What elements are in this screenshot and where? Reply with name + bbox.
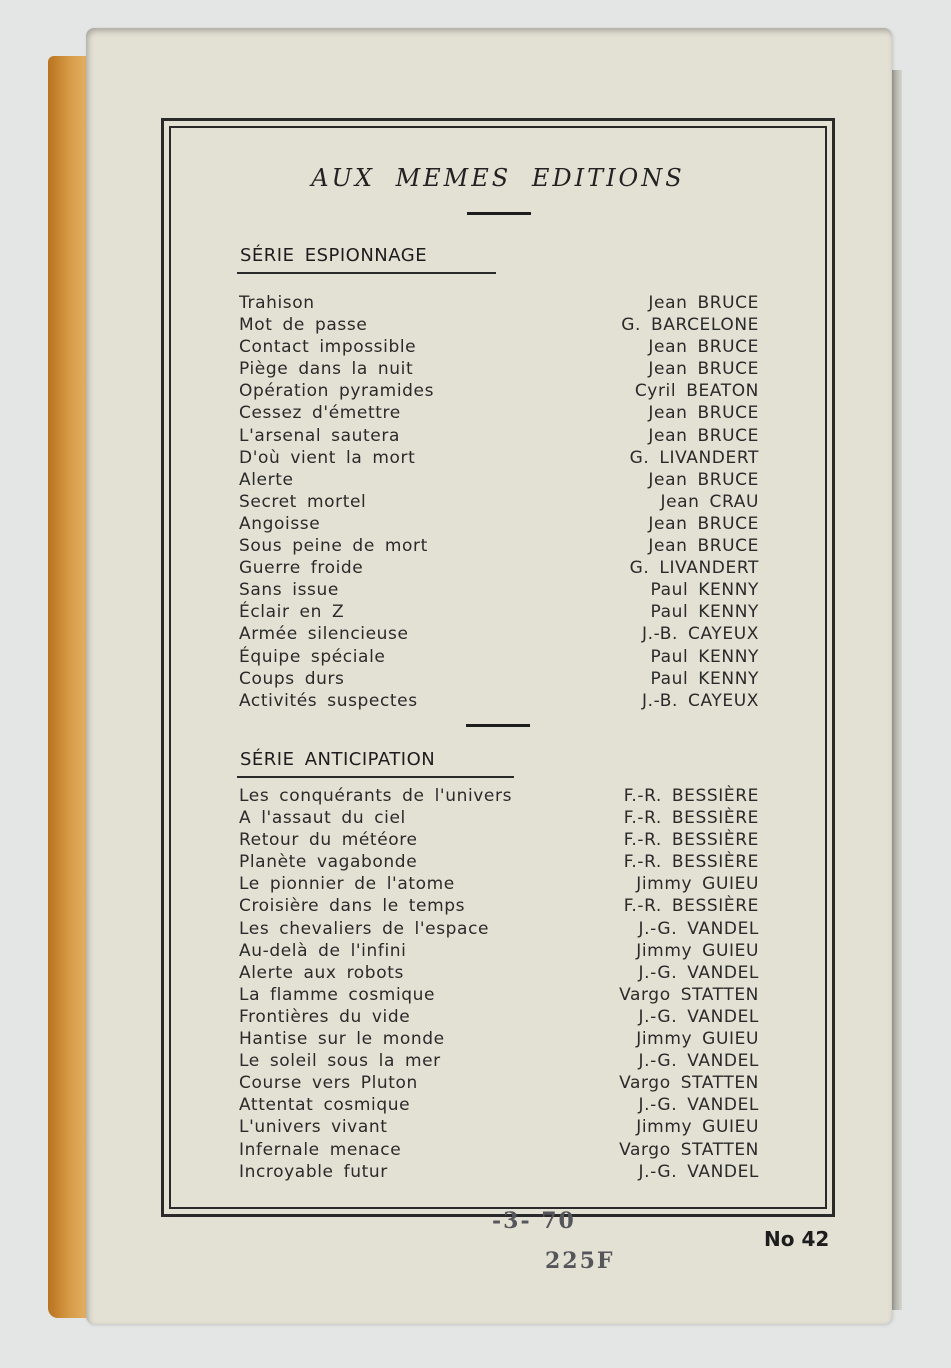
- book-author: Jean BRUCE: [648, 337, 759, 358]
- book-title: Cessez d'émettre: [239, 403, 401, 424]
- anticipation-list: [239, 785, 759, 1183]
- list-item: [239, 469, 759, 491]
- list-item: [239, 447, 759, 469]
- list-item: [239, 314, 759, 336]
- book-title: L'arsenal sautera: [239, 425, 400, 446]
- list-item: [239, 646, 759, 668]
- series-underline-anticipation: [237, 776, 514, 778]
- book-title: L'univers vivant: [239, 1117, 388, 1138]
- book-author: J.-G. VANDEL: [638, 1095, 759, 1116]
- list-item: [239, 1116, 759, 1138]
- book-author: Jimmy GUIEU: [636, 1029, 759, 1050]
- book-title: Opération pyramides: [239, 381, 435, 402]
- list-item: [239, 690, 759, 712]
- book-title: Course vers Pluton: [239, 1073, 418, 1094]
- list-item: [239, 358, 759, 380]
- list-item: [239, 895, 759, 917]
- series-title-anticipation: SÉRIE ANTICIPATION: [240, 749, 436, 770]
- book-author: Jean BRUCE: [648, 425, 759, 446]
- book-author: Jean BRUCE: [648, 536, 759, 557]
- list-item: [239, 807, 759, 829]
- book-author: Jimmy GUIEU: [636, 874, 759, 895]
- book-author: Vargo STATTEN: [619, 984, 759, 1005]
- list-item: [239, 491, 759, 513]
- book-title: Équipe spéciale: [239, 646, 386, 667]
- book-title: Coups durs: [239, 668, 345, 689]
- book-title: Planète vagabonde: [239, 852, 418, 873]
- book-author: F.-R. BESSIÈRE: [623, 808, 759, 829]
- book-title: Retour du météore: [239, 830, 418, 851]
- series-title-espionnage: SÉRIE ESPIONNAGE: [240, 245, 428, 266]
- book-title: Les chevaliers de l'espace: [239, 918, 490, 939]
- book-title: Secret mortel: [239, 491, 367, 512]
- book-author: J.-G. VANDEL: [638, 962, 759, 983]
- book-author: Paul KENNY: [650, 602, 759, 623]
- list-item: [239, 668, 759, 690]
- book-title: Sans issue: [239, 580, 339, 601]
- book-author: J.-B. CAYEUX: [641, 624, 759, 645]
- list-item: [239, 402, 759, 424]
- book-title: Alerte: [239, 469, 294, 490]
- list-item: [239, 513, 759, 535]
- book-title: Guerre froide: [239, 558, 364, 579]
- book-title: D'où vient la mort: [239, 447, 416, 468]
- list-item: [239, 851, 759, 873]
- book-author: F.-R. BESSIÈRE: [623, 896, 759, 917]
- book-title: Contact impossible: [239, 337, 417, 358]
- book-author: Vargo STATTEN: [619, 1073, 759, 1094]
- book-author: F.-R. BESSIÈRE: [623, 852, 759, 873]
- book-title: Éclair en Z: [239, 602, 345, 623]
- book-author: J.-G. VANDEL: [638, 1006, 759, 1027]
- book-title: Incroyable futur: [239, 1161, 388, 1182]
- list-item: [239, 785, 759, 807]
- book-author: F.-R. BESSIÈRE: [623, 786, 759, 806]
- book-title: Activités suspectes: [239, 690, 418, 711]
- book-title: Sous peine de mort: [239, 536, 428, 557]
- list-item: [239, 984, 759, 1006]
- price-stamp: 225F: [545, 1248, 615, 1274]
- book-author: Vargo STATTEN: [619, 1139, 759, 1160]
- book-author: J.-B. CAYEUX: [641, 690, 759, 711]
- book-title: Piège dans la nuit: [239, 359, 414, 380]
- book-author: Paul KENNY: [650, 580, 759, 601]
- heading-divider: [467, 212, 531, 215]
- list-item: [239, 962, 759, 984]
- list-item: [239, 425, 759, 447]
- book-author: Jean BRUCE: [648, 403, 759, 424]
- list-item: [239, 1161, 759, 1183]
- list-item: [239, 535, 759, 557]
- list-item: [239, 940, 759, 962]
- book-title: A l'assaut du ciel: [239, 808, 406, 829]
- issue-number: No 42: [764, 1227, 830, 1251]
- book-author: Jimmy GUIEU: [636, 940, 759, 961]
- book-author: J.-G. VANDEL: [638, 918, 759, 939]
- book-author: J.-G. VANDEL: [638, 1051, 759, 1072]
- list-item: [239, 1006, 759, 1028]
- book-author: Paul KENNY: [650, 646, 759, 667]
- book-title: Croisière dans le temps: [239, 896, 466, 917]
- book-author: G. LIVANDERT: [629, 447, 759, 468]
- book-author: Jean BRUCE: [648, 293, 759, 313]
- page-heading: AUX MEMES EDITIONS: [311, 164, 685, 192]
- book-title: Trahison: [239, 293, 315, 313]
- book-title: Alerte aux robots: [239, 962, 404, 983]
- book-author: Paul KENNY: [650, 668, 759, 689]
- list-item: [239, 1139, 759, 1161]
- book-title: Mot de passe: [239, 315, 368, 336]
- list-item: [239, 623, 759, 645]
- list-item: [239, 292, 759, 314]
- list-item: [239, 336, 759, 358]
- book-title: Au-delà de l'infini: [239, 940, 407, 961]
- book-author: J.-G. VANDEL: [638, 1161, 759, 1182]
- series-divider: [466, 724, 530, 727]
- book-author: Jean CRAU: [660, 491, 759, 512]
- book-author: Jean BRUCE: [648, 469, 759, 490]
- list-item: [239, 1050, 759, 1072]
- book-title: Infernale menace: [239, 1139, 402, 1160]
- list-item: [239, 601, 759, 623]
- book-title: Les conquérants de l'univers: [239, 786, 513, 806]
- book-title: Armée silencieuse: [239, 624, 409, 645]
- book-author: G. LIVANDERT: [629, 558, 759, 579]
- list-item: [239, 873, 759, 895]
- book-title: La flamme cosmique: [239, 984, 436, 1005]
- book-author: Jean BRUCE: [648, 359, 759, 380]
- espionnage-list: [239, 292, 759, 712]
- book-title: Frontières du vide: [239, 1006, 411, 1027]
- cover-edge-shadow: [892, 70, 902, 1310]
- list-item: [239, 1028, 759, 1050]
- book-title: Hantise sur le monde: [239, 1029, 445, 1050]
- book-title: Le soleil sous la mer: [239, 1051, 441, 1072]
- book-author: F.-R. BESSIÈRE: [623, 830, 759, 851]
- list-item: [239, 380, 759, 402]
- list-item: [239, 1072, 759, 1094]
- list-item: [239, 579, 759, 601]
- book-title: Angoisse: [239, 513, 321, 534]
- book-author: Cyril BEATON: [634, 381, 759, 402]
- list-item: [239, 829, 759, 851]
- book-author: G. BARCELONE: [621, 315, 759, 336]
- series-underline-espionnage: [237, 272, 496, 274]
- date-stamp: -3- 70: [492, 1208, 576, 1234]
- book-author: Jimmy GUIEU: [636, 1117, 759, 1138]
- book-author: Jean BRUCE: [648, 513, 759, 534]
- book-title: Attentat cosmique: [239, 1095, 411, 1116]
- list-item: [239, 918, 759, 940]
- book-title: Le pionnier de l'atome: [239, 874, 455, 895]
- list-item: [239, 1094, 759, 1116]
- list-item: [239, 557, 759, 579]
